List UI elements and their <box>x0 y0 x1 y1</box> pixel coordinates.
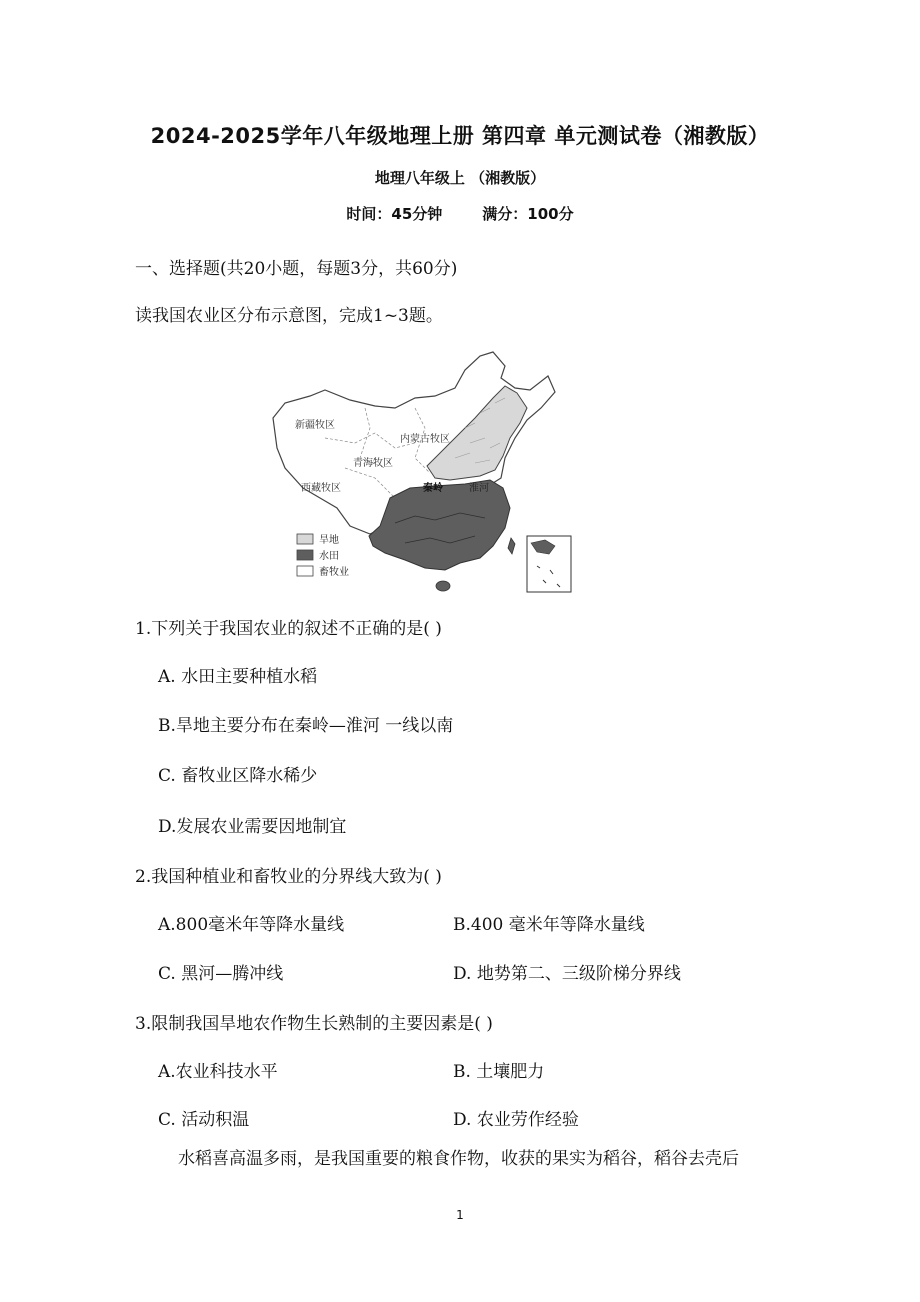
document-subtitle: 地理八年级上 （湘教版） <box>374 169 546 187</box>
legend-swatch-pastoral <box>297 566 313 576</box>
page-number: 1 <box>456 1208 464 1222</box>
map-label-qinling: 秦岭 <box>423 483 443 494</box>
document-title: 2024-2025学年八年级地理上册 第四章 单元测试卷（湘教版） <box>150 124 770 148</box>
question-2-option-a: A.800毫米年等降水量线 <box>158 915 345 935</box>
question-3-option-a: A.农业科技水平 <box>158 1062 278 1082</box>
legend-swatch-dryland <box>297 534 313 544</box>
question-1-stem: 1.下列关于我国农业的叙述不正确的是( ) <box>135 619 442 639</box>
agriculture-map <box>265 348 575 596</box>
section-heading: 一、选择题(共20小题，每题3分，共60分) <box>135 259 458 279</box>
map-label-huaihe: 淮河 <box>469 483 489 494</box>
question-2-option-d: D. 地势第二、三级阶梯分界线 <box>453 964 681 984</box>
time-limit: 时间：45分钟 <box>346 205 443 223</box>
question-2-stem: 2.我国种植业和畜牧业的分界线大致为( ) <box>135 867 442 887</box>
map-label-xizang: 西藏牧区 <box>301 483 341 494</box>
question-1-option-b: B.旱地主要分布在秦岭—淮河 一线以南 <box>158 716 454 736</box>
map-label-xinjiang: 新疆牧区 <box>295 420 335 431</box>
map-taiwan <box>508 538 515 554</box>
legend-label-pastoral: 畜牧业 <box>319 567 349 578</box>
map-intro: 读我国农业区分布示意图，完成1~3题。 <box>135 306 443 326</box>
question-3-option-d: D. 农业劳作经验 <box>453 1110 579 1130</box>
question-3-stem: 3.限制我国旱地农作物生长熟制的主要因素是( ) <box>135 1014 493 1034</box>
question-1-option-a: A. 水田主要种植水稻 <box>158 667 318 687</box>
exam-info <box>0 203 920 224</box>
question-2-option-b: B.400 毫米年等降水量线 <box>453 915 645 935</box>
map-label-qinghai: 青海牧区 <box>353 458 393 469</box>
legend-swatch-paddy <box>297 550 313 560</box>
map-hainan <box>436 581 450 591</box>
question-3-option-b: B. 土壤肥力 <box>453 1062 545 1082</box>
reading-passage: 水稻喜高温多雨，是我国重要的粮食作物，收获的果实为稻谷，稻谷去壳后 <box>178 1149 739 1169</box>
map-label-neimenggu: 内蒙古牧区 <box>400 434 450 445</box>
legend-label-paddy: 水田 <box>319 551 339 562</box>
question-1-option-d: D.发展农业需要因地制宜 <box>158 817 347 837</box>
question-1-option-c: C. 畜牧业区降水稀少 <box>158 766 318 786</box>
question-2-option-c: C. 黑河—腾冲线 <box>158 964 284 984</box>
full-score: 满分：100分 <box>482 205 574 223</box>
map-legend <box>297 533 349 578</box>
legend-label-dryland: 旱地 <box>319 535 339 546</box>
question-3-option-c: C. 活动积温 <box>158 1110 250 1130</box>
